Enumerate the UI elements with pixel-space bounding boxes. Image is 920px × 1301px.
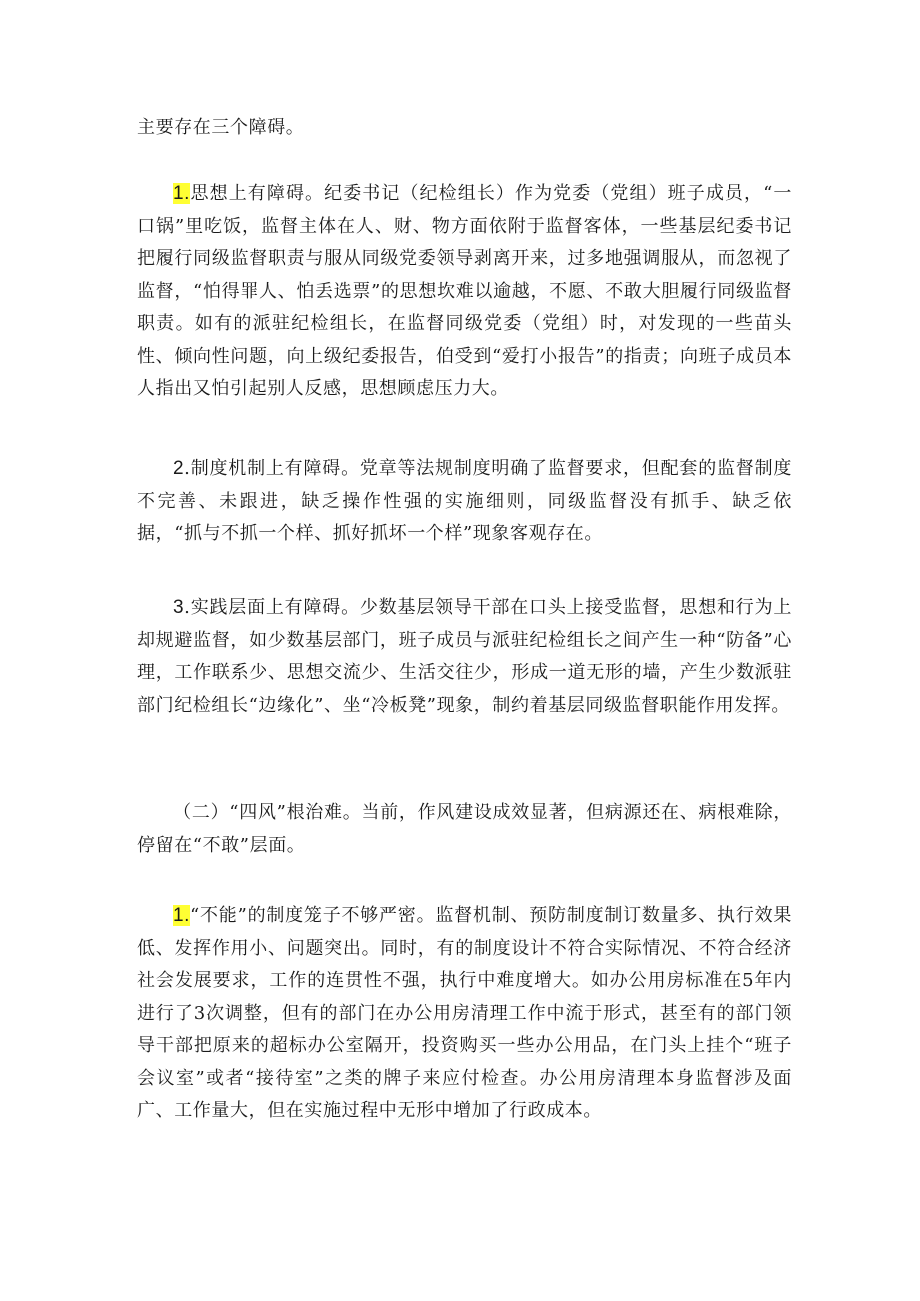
paragraph-text: .制度机制上有障碍。党章等法规制度明确了监督要求，但配套的监督制度不完善、未跟进，缺乏操作性强的实施细则，同级监督没有抓手、缺乏依据，“抓与不抓一个样、抓好抓坏一个样”现象客观存在。 (137, 458, 792, 544)
paragraph-system-cage (137, 900, 792, 1128)
paragraph-text: 思想上有障碍。纪委书记（纪检组长）作为党委（党组）班子成员，“一口锅”里吃饭，监督主体在人、财、物方面依附于监督客体，一些基层纪委书记把履行同级监督职责与服从同级党委领导剥离开来，过多地强调服从，而忽视了监督，“怕得罪人、怕丢选票”的思想坎难以逾越，不愿、不敢大胆履行同级监督职责。如有的派驻纪检组长，在监督同级党委（党组）时，对发现的一些苗头性、倾向性问题，向上级纪委报告，伯受到“爱打小报告”的指责；向班子成员本人指出又怕引起别人反感，思想顾虑压力大。 (137, 183, 792, 399)
paragraph-text: （二）“四风”根治难。当前，作风建设成效显著，但病源还在、病根难除，停留在“不敢”层面。 (137, 802, 792, 856)
paragraph-text: 主要存在三个障碍。 (137, 117, 305, 138)
paragraph-intro (137, 112, 792, 145)
paragraph-obstacle-practice (137, 592, 792, 722)
paragraph-text: .实践层面上有障碍。少数基层领导干部在口头上接受监督，思想和行为上却规避监督，如少数基层部门，班子成员与派驻纪检组长之间产生一种“防备”心理，工作联系少、思想交流少、生活交往少，形成一道无形的墙，产生少数派驻部门纪检组长“边缘化”、坐“冷板凳”现象，制约着基层同级监督职能作用发挥。 (137, 597, 792, 716)
item-number: 3 (173, 597, 185, 618)
paragraph-obstacle-thought (137, 178, 792, 406)
paragraph-text: “不能”的制度笼子不够严密。监督机制、预防制度制订数量多、执行效果低、发挥作用小、问题突出。同时，有的制度设计不符合实际情况、不符合经济社会发展要求，工作的连贯性不强，执行中难度增大。如办公用房标准在5年内进行了3次调整，但有的部门在办公用房清理工作中流于形式，甚至有的部门领导干部把原来的超标办公室隔开，投资购买一些办公用品，在门头上挂个“班子会议室”或者“接待室”之类的牌子来应付检查。办公用房清理本身监督涉及面广、工作量大，但在实施过程中无形中增加了行政成本。 (137, 905, 792, 1121)
paragraph-section-four-winds (137, 797, 792, 862)
item-number-highlighted: 1. (173, 183, 191, 204)
paragraph-obstacle-mechanism (137, 453, 792, 551)
item-number-highlighted: 1. (173, 905, 191, 926)
item-number: 2 (173, 458, 185, 479)
